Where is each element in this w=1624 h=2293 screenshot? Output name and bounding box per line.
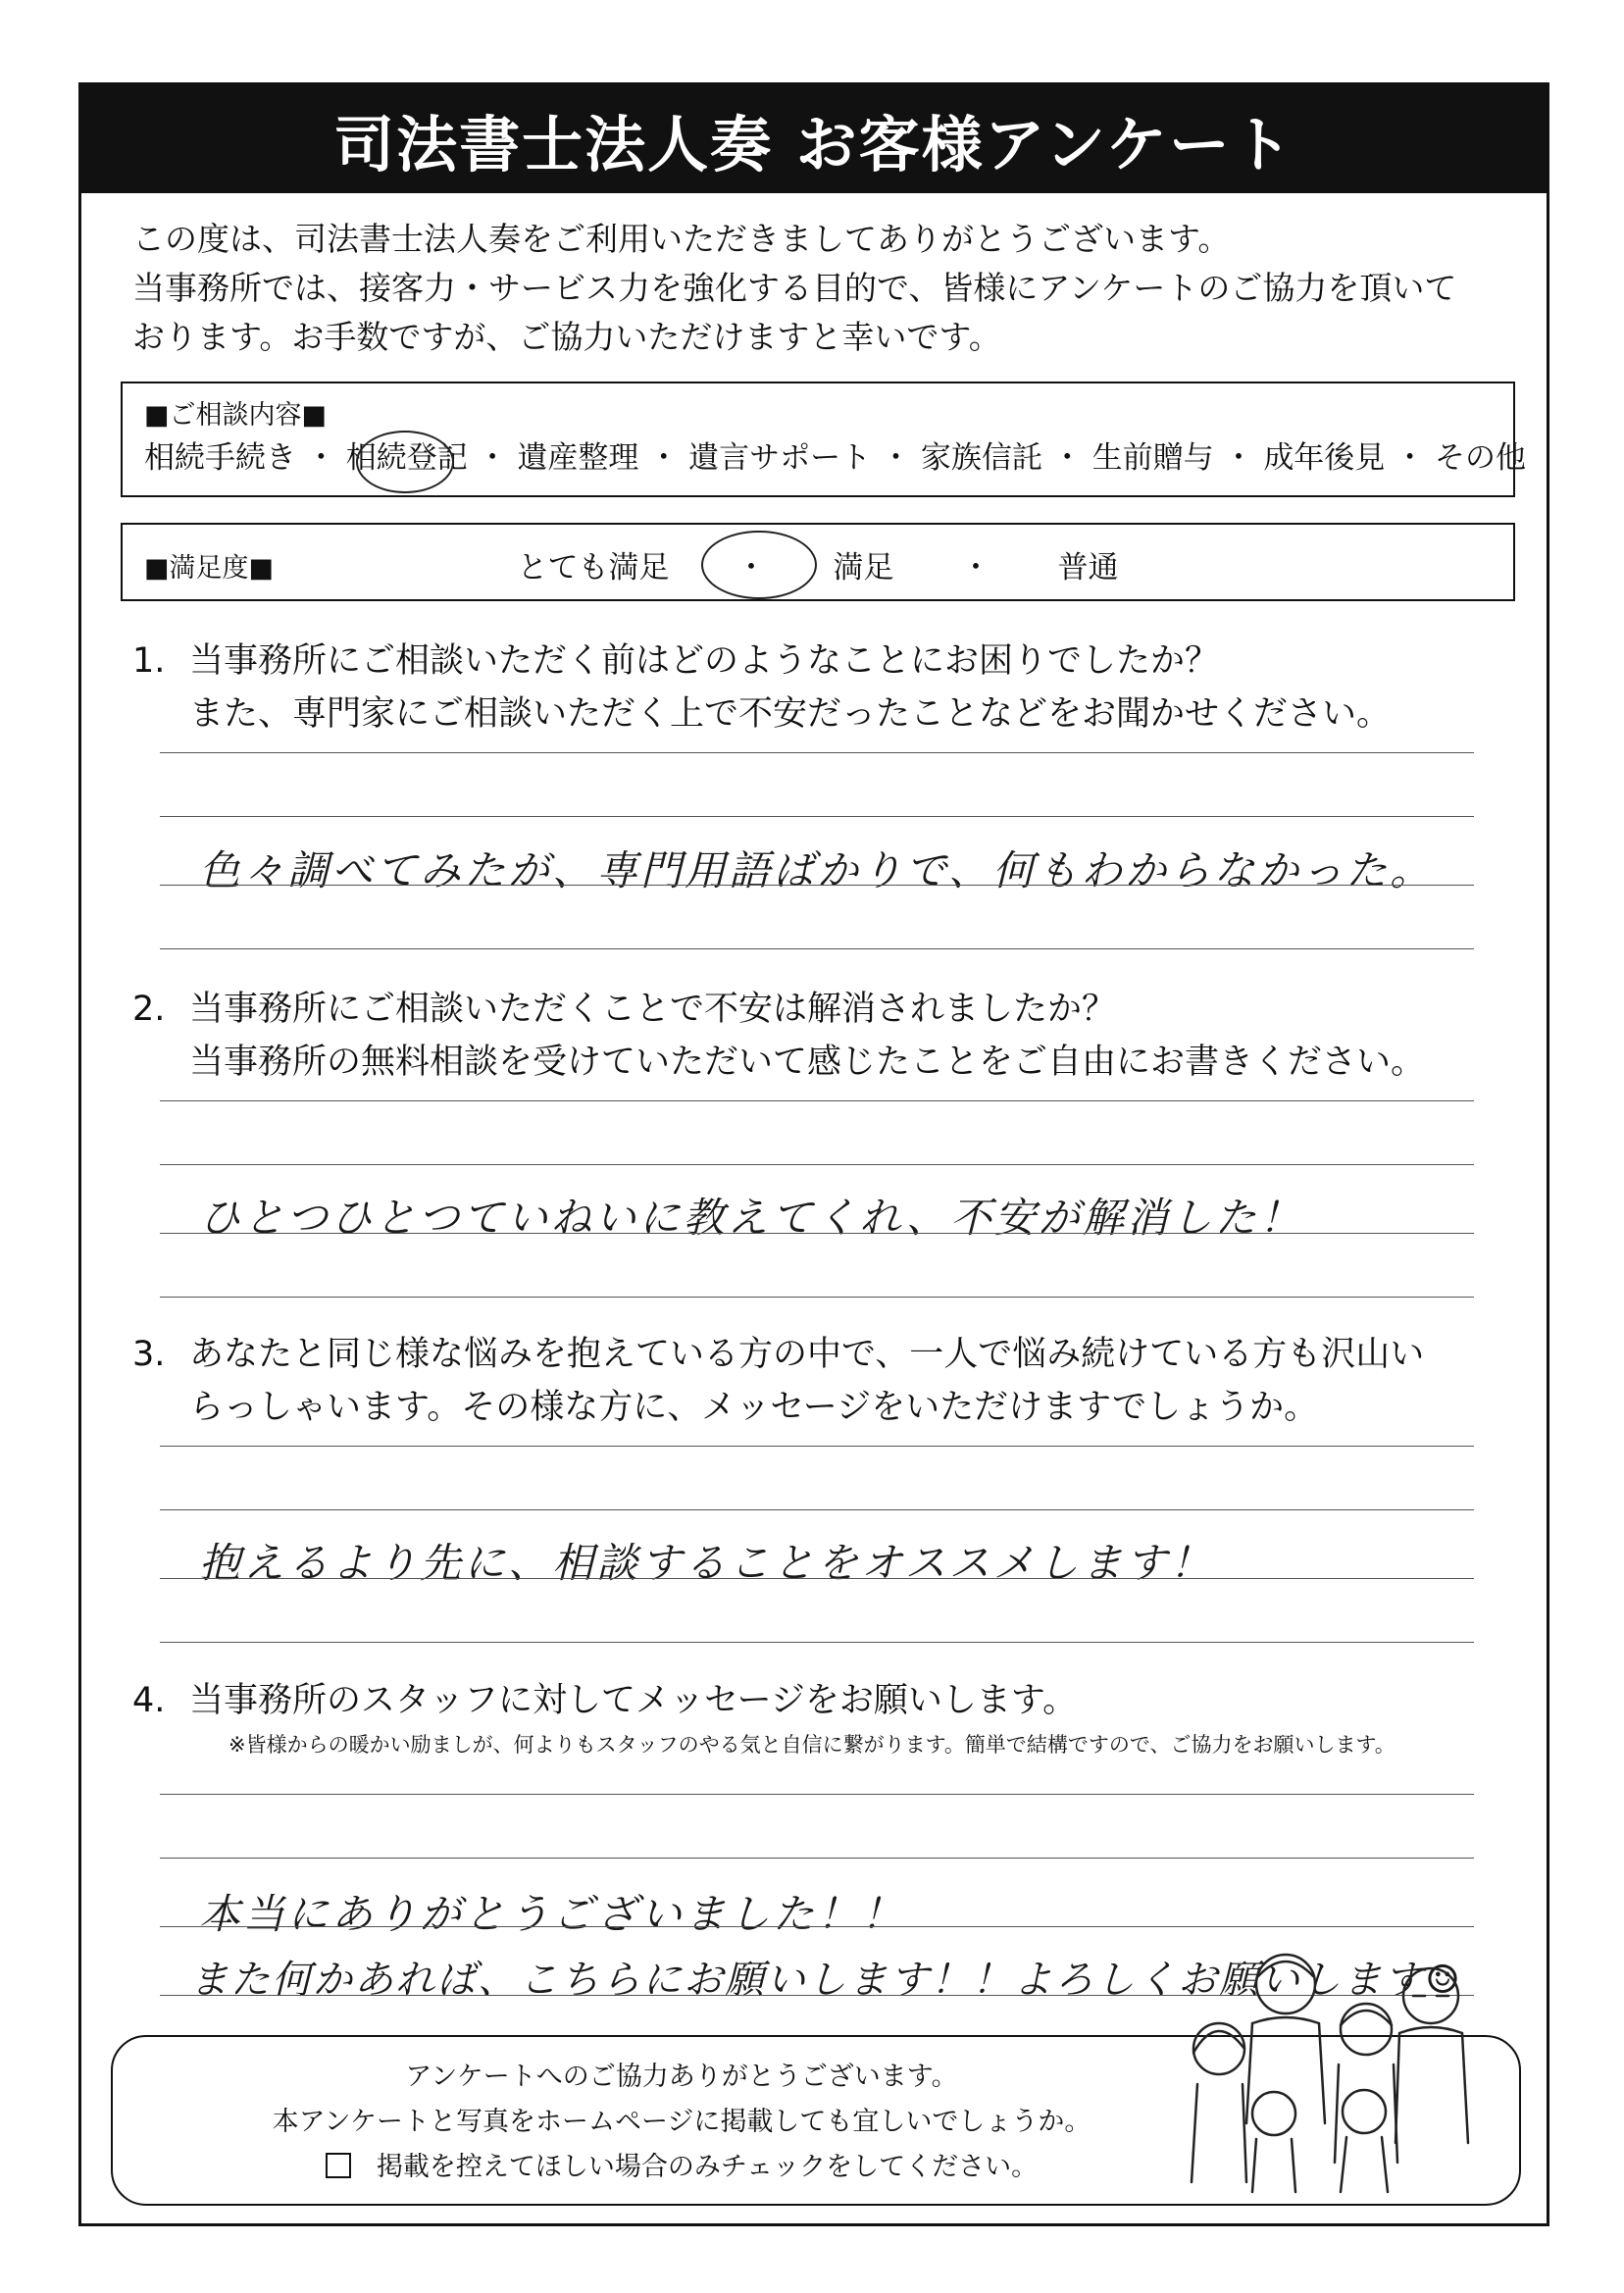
question-number: 3. <box>132 1335 166 1374</box>
answer-rule <box>160 1926 1474 1927</box>
consultation-title: ■ご相談内容■ <box>144 400 328 431</box>
option-separator: ・ <box>871 440 921 476</box>
footer-line: 本アンケートと写真をホームページに掲載しても宜しいでしょうか。 <box>272 2107 1091 2137</box>
child-head <box>1252 2092 1295 2135</box>
grandpa-head <box>1403 1968 1458 2023</box>
father-body <box>1246 2017 1325 2123</box>
option-separator: ・ <box>1385 440 1436 476</box>
answer-1-text: 色々調べてみたが、専門用語ばかりで、何もわからなかった。 <box>199 846 1435 894</box>
question-note: ※皆様からの暖かい励ましが、何よりもスタッフのやる気と自信に繋がります。簡単で結構ですので、ご協力をお願いします。 <box>228 1733 1396 1757</box>
answer-rule <box>160 948 1474 949</box>
selected-mark-totemo-manzoku <box>701 531 817 599</box>
answer-rule <box>160 1794 1474 1795</box>
satisfaction-option[interactable]: とても満足 <box>517 550 670 586</box>
question-text: 当事務所にご相談いただくことで不安は解消されましたか？ <box>189 990 1117 1029</box>
answer-rule <box>160 885 1474 886</box>
intro-line: この度は、司法書士法人奏をご利用いただきましてありがとうございます。 <box>132 220 1231 258</box>
option-separator: ・ <box>1041 440 1092 476</box>
question-1 <box>132 635 1391 740</box>
option-separator: ・ <box>736 550 767 586</box>
answer-rule <box>160 1446 1474 1447</box>
option-separator: ・ <box>467 440 518 476</box>
question-text: あなたと同じ様な悩みを抱えている方の中で、一人で悩み続けている方も沢山い <box>189 1335 1425 1374</box>
answer-rule <box>160 1233 1474 1234</box>
consultation-option[interactable]: 相続手続き <box>144 440 296 476</box>
answer-rule <box>160 1509 1474 1510</box>
footer-line: アンケートへのご協力ありがとうございます。 <box>405 2062 958 2092</box>
question-number: 4. <box>132 1681 166 1720</box>
intro-line: おります。お手数ですが、ご協力いただけますと幸いです。 <box>132 318 1001 356</box>
consultation-option[interactable]: 生前贈与 <box>1091 440 1214 476</box>
question-3 <box>132 1328 1424 1434</box>
footer-text <box>240 2055 1123 2190</box>
grandma-hair <box>1341 2011 1392 2025</box>
consultation-options <box>144 433 1526 477</box>
question-text: また、専門家にご相談いただく上で不安だったことなどをお聞かせください。 <box>189 694 1392 734</box>
answer-3-text: 抱えるより先に、相談することをオススメします！ <box>199 1539 1214 1587</box>
publish-consent-label: 掲載を控えてほしい場合のみチェックをしてください。 <box>376 2152 1039 2182</box>
survey-title: 司法書士法人奏 お客様アンケート <box>81 85 1547 193</box>
consultation-option[interactable]: 遺産整理 <box>517 440 639 476</box>
question-text: らっしゃいます。その様な方に、メッセージをいただけますでしょうか。 <box>189 1388 1319 1427</box>
consultation-option[interactable]: 相続登記 <box>345 440 468 476</box>
option-separator: ・ <box>960 550 991 586</box>
satisfaction-options <box>123 542 1513 586</box>
consultation-option[interactable]: 遺言サポート <box>688 440 872 476</box>
question-4 <box>132 1674 1396 1762</box>
publish-consent-checkbox[interactable] <box>326 2153 351 2178</box>
question-text: 当事務所にご相談いただく前はどのようなことにお困りでしたか？ <box>189 641 1220 681</box>
consultation-option[interactable]: その他 <box>1435 440 1527 476</box>
answer-rule <box>160 752 1474 753</box>
father-head <box>1256 1955 1315 2013</box>
answer-rule <box>160 1297 1474 1298</box>
satisfaction-option[interactable]: 満足 <box>833 550 894 586</box>
family-illustration <box>1178 1947 1511 2204</box>
question-number: 1. <box>132 641 166 681</box>
answer-4-line-2: また何かあれば、こちらにお願いします！！よろしくお願いします☺ <box>189 1958 1462 2003</box>
question-number: 2. <box>132 990 166 1029</box>
intro-text <box>132 215 1525 362</box>
girl-head <box>1343 2090 1386 2133</box>
mother-hair <box>1193 2031 1244 2053</box>
option-separator: ・ <box>296 440 346 476</box>
answer-rule <box>160 1578 1474 1579</box>
satisfaction-box <box>121 523 1515 601</box>
mother-body <box>1192 2084 1246 2182</box>
question-text: 当事務所の無料相談を受けていただいて感じたことをご自由にお書きください。 <box>189 1043 1426 1082</box>
consultation-option[interactable]: 家族信託 <box>920 440 1042 476</box>
survey-sheet <box>78 82 1549 2226</box>
footer-box <box>111 2035 1521 2206</box>
answer-rule <box>160 816 1474 817</box>
question-text: 当事務所のスタッフに対してメッセージをお願いします。 <box>189 1681 1078 1720</box>
option-separator: ・ <box>1213 440 1264 476</box>
answer-rule <box>160 1100 1474 1101</box>
consultation-option[interactable]: 成年後見 <box>1263 440 1386 476</box>
father-hair <box>1258 1962 1313 1976</box>
intro-line: 当事務所では、接客力・サービス力を強化する目的で、皆様にアンケートのご協力を頂いて <box>132 269 1457 307</box>
consultation-box <box>121 382 1527 497</box>
answer-rule <box>160 1164 1474 1165</box>
answer-rule <box>160 1858 1474 1859</box>
publish-consent-row[interactable] <box>240 2145 1123 2190</box>
question-2 <box>132 983 1425 1089</box>
child-body <box>1252 2139 1295 2192</box>
girl-body <box>1341 2137 1388 2192</box>
selected-mark-souzoku-touki <box>356 431 454 493</box>
satisfaction-title: ■満足度■ <box>144 553 275 584</box>
answer-rule <box>160 1642 1474 1643</box>
satisfaction-option[interactable]: 普通 <box>1057 550 1119 586</box>
option-separator: ・ <box>638 440 689 476</box>
grandpa-body <box>1396 2027 1468 2143</box>
answer-2-text: ひとつひとつていねいに教えてくれ、不安が解消した！ <box>199 1194 1303 1242</box>
answer-4-line-1: 本当にありがとうございました！！ <box>199 1890 906 1938</box>
